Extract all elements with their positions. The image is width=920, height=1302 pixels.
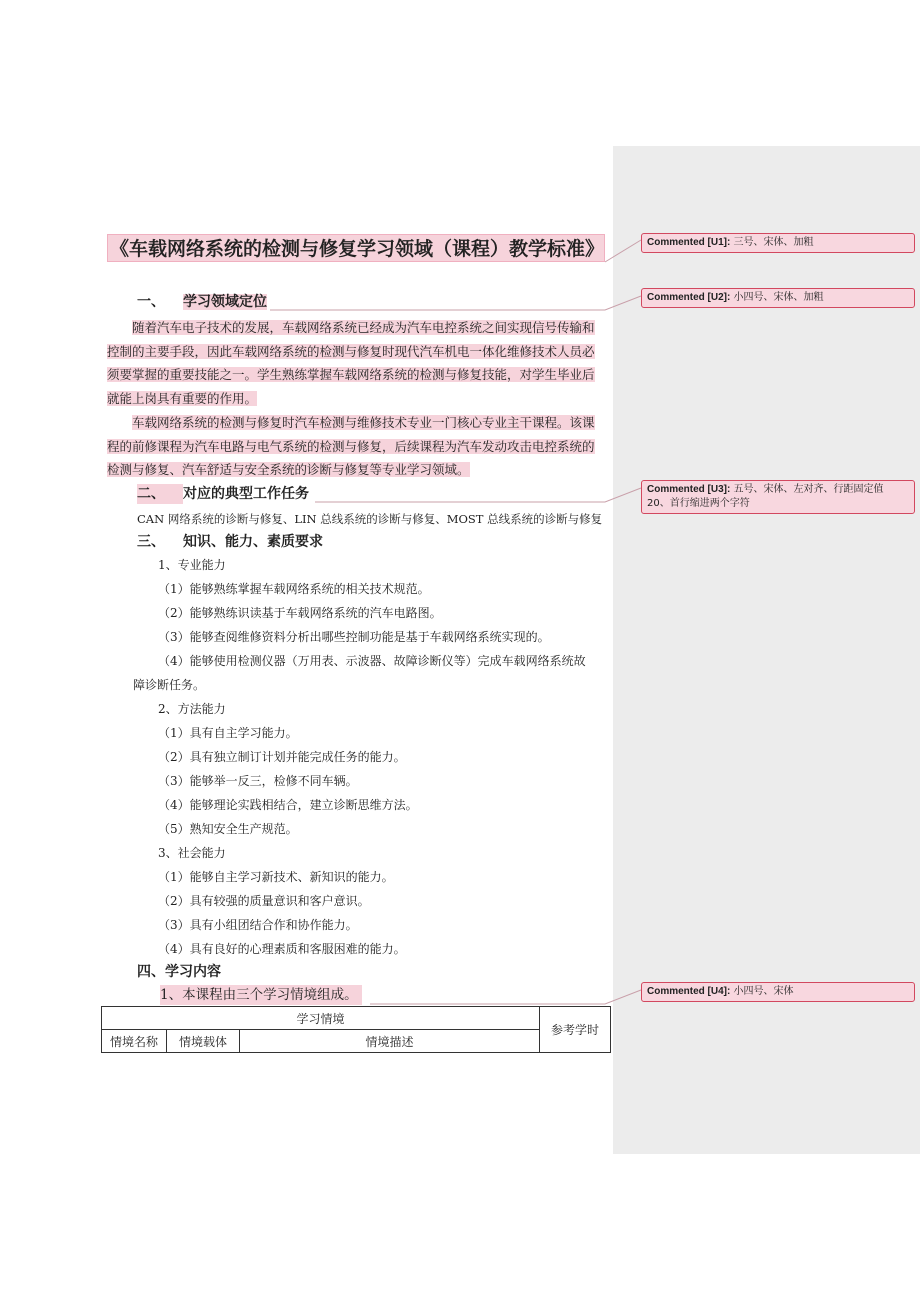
table-header-carrier: 情境载体 [167, 1030, 240, 1053]
paragraph-positioning-text: 随着汽车电子技术的发展，车载网络系统已经成为汽车电控系统之间实现信号传输和控制的主要手段，因此车载网络系统的检测与修复时现代汽车机电一体化维修技术人员必须要掌握的重要技能之一。学生熟练掌握车载网络系统的检测与修复技能，对学生毕业后就能上岗具有重要的作用。 [107, 320, 595, 406]
method-ability-heading: 2、方法能力 [158, 702, 226, 716]
list-item: （2）具有独立制订计划并能完成任务的能力。 [158, 750, 406, 764]
comment-label: Commented [U2]: [647, 292, 731, 303]
comment-text: 五号、宋体、左对齐、行距固定值 20、首行缩进两个字符 [647, 484, 884, 509]
section-4-heading: 四、学习内容 [137, 964, 221, 980]
paragraph-course-relation-text: 车载网络系统的检测与修复时汽车检测与维修技术专业一门核心专业主干课程。该课程的前修课程为汽车电路与电气系统的检测与修复，后续课程为汽车发动攻击电控系统的检测与修复、汽车舒适与安全系统的诊断与修复等专业学习领域。 [107, 415, 595, 477]
list-item: （5）熟知安全生产规范。 [158, 822, 298, 836]
comment-label: Commented [U1]: [647, 237, 731, 248]
comment-label: Commented [U3]: [647, 484, 731, 495]
section-1-heading [137, 292, 267, 312]
section-2-title: 对应的典型工作任务 [183, 486, 309, 502]
list-item: （3）具有小组团结合作和协作能力。 [158, 918, 358, 932]
list-item: （3）能够查阅维修资料分析出哪些控制功能是基于车载网络系统实现的。 [158, 630, 550, 644]
paragraph-positioning [107, 316, 605, 410]
list-item: （1）能够熟练掌握车载网络系统的相关技术规范。 [158, 582, 430, 596]
section-2-heading [137, 484, 309, 504]
list-item: （2）具有较强的质量意识和客户意识。 [158, 894, 370, 908]
learning-context-table [101, 1006, 611, 1053]
list-item: （1）能够自主学习新技术、新知识的能力。 [158, 870, 394, 884]
comment-u3[interactable] [641, 480, 915, 514]
table-header-hours: 参考学时 [540, 1007, 611, 1053]
table-header-context: 学习情境 [102, 1007, 540, 1030]
list-item: （2）能够熟练识读基于车载网络系统的汽车电路图。 [158, 606, 442, 620]
paragraph-course-relation [107, 411, 605, 482]
section-3-number: 三、 [137, 534, 165, 550]
list-item: （1）具有自主学习能力。 [158, 726, 298, 740]
table-header-name: 情境名称 [102, 1030, 167, 1053]
section-1-number: 一、 [137, 294, 165, 310]
section-3-title: 知识、能力、素质要求 [183, 534, 323, 550]
comment-label: Commented [U4]: [647, 986, 731, 997]
list-item: 障诊断任务。 [133, 678, 206, 692]
social-ability-heading: 3、社会能力 [158, 846, 226, 860]
professional-ability-heading: 1、专业能力 [158, 558, 226, 572]
list-item: （4）具有良好的心理素质和客服困难的能力。 [158, 942, 406, 956]
comment-text: 三号、宋体、加粗 [733, 237, 814, 248]
list-item: （4）能够理论实践相结合，建立诊断思维方法。 [158, 798, 418, 812]
comment-u4[interactable] [641, 982, 915, 1002]
document-title: 《车载网络系统的检测与修复学习领域（课程）教学标准》 [107, 234, 605, 262]
section-3-heading [137, 532, 323, 552]
typical-tasks: CAN 网络系统的诊断与修复、LIN 总线系统的诊断与修复、MOST 总线系统的诊断与修复 [137, 512, 603, 526]
list-item: （4）能够使用检测仪器（万用表、示波器、故障诊断仪等）完成车载网络系统故 [158, 654, 586, 668]
section-1-title: 学习领域定位 [183, 294, 267, 310]
comment-text: 小四号、宋体、加粗 [733, 292, 824, 303]
content-intro-line: 1、本课程由三个学习情境组成。 [160, 985, 362, 1005]
comment-u1[interactable] [641, 233, 915, 253]
list-item: （3）能够举一反三，检修不同车辆。 [158, 774, 358, 788]
section-2-number: 二、 [137, 484, 183, 504]
comment-text: 小四号、宋体 [733, 986, 794, 997]
comment-u2[interactable] [641, 288, 915, 308]
table-header-description: 情境描述 [240, 1030, 540, 1053]
